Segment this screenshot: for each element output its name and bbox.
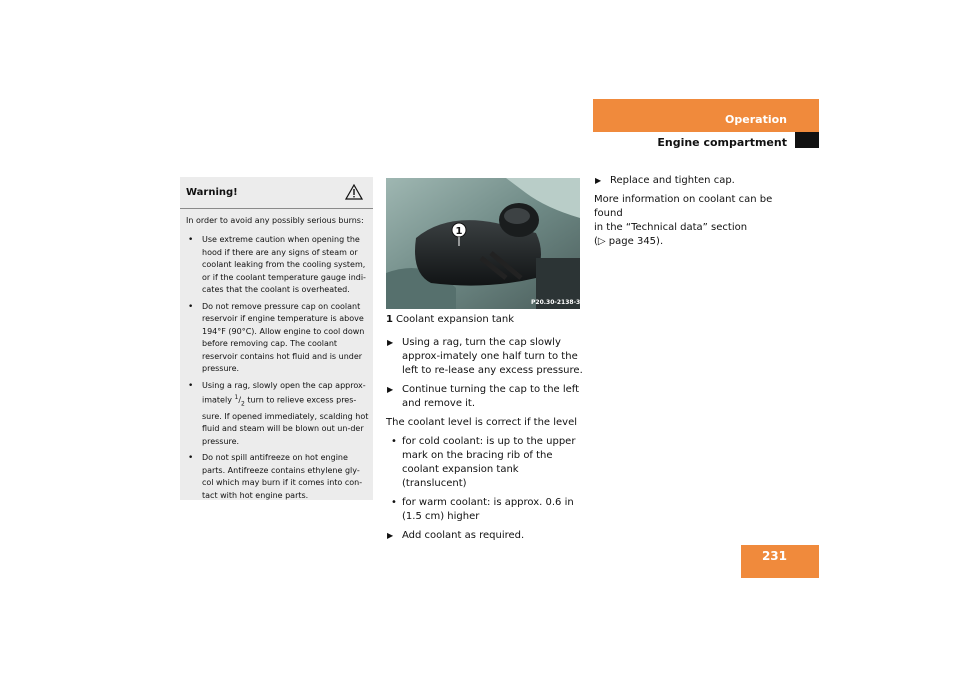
page-reference-icon: ▷	[597, 236, 606, 247]
paragraph-line: More information on coolant can be found	[594, 194, 773, 219]
bullet-item: • for cold coolant: is up to the upper mark on the bracing rib of the coolant expansion tank (translucent)	[386, 435, 586, 491]
warning-title: Warning!	[186, 187, 238, 198]
warning-item	[186, 380, 370, 449]
instruction-step: ▶ Continue turning the cap to the left and remove it.	[386, 383, 586, 411]
page-reference[interactable]: (▷ page 345).	[594, 236, 664, 247]
bullet-item: • for warm coolant: is approx. 0.6 in (1.5 cm) higher	[386, 496, 586, 524]
paragraph-line: in the “Technical data” section	[594, 222, 748, 233]
fraction-denominator: 2	[241, 400, 245, 408]
fraction-numerator: 1	[234, 394, 239, 401]
warning-item: • Do not spill antifreeze on hot engine parts. Antifreeze contains ethylene gly-col which may burn if it comes into con-tact with hot engine parts.	[186, 452, 370, 502]
warning-item: • Do not remove pressure cap on coolant reservoir if engine temperature is above 194°F (90°C). Allow engine to cool down before removing cap. The coolant reservoir contains hot fluid and is under pressure.	[186, 301, 370, 376]
header-marker	[795, 132, 819, 148]
caption-text: Coolant expansion tank	[395, 314, 515, 325]
warning-item-text: Using a rag, slowly open the cap approx-imately	[202, 380, 366, 405]
additional-column	[594, 174, 804, 249]
page-reference-text: page 345).	[608, 236, 664, 247]
warning-intro: In order to avoid any possibly serious burns:	[186, 216, 364, 225]
coolant-tank-photo	[386, 178, 580, 309]
warning-triangle-icon	[345, 184, 363, 200]
warning-divider	[180, 208, 373, 209]
figure-code: P20.30-2138-31	[531, 299, 585, 306]
section-title: Operation	[725, 113, 787, 126]
callout-number: 1	[455, 226, 463, 237]
paragraph: The coolant level is correct if the level	[386, 417, 578, 428]
warning-box	[180, 177, 373, 500]
warning-item: • Use extreme caution when opening the hood if there are any signs of steam or coolant leaking from the cooling system, or if the coolant temperature gauge indi-cates that the coolant is overheated.	[186, 234, 370, 297]
warning-list	[186, 234, 370, 506]
instruction-step: ▶ Using a rag, turn the cap slowly approx-imately one half turn to the left to re-lease any excess pressure.	[386, 336, 586, 378]
subsection-title: Engine compartment	[657, 136, 787, 149]
instructions-column	[386, 313, 586, 548]
fraction-slash: /	[238, 395, 242, 405]
caption-number: 1	[386, 314, 393, 325]
warning-item-text: turn to relieve excess pres-sure. If opened immediately, scalding hot fluid and steam will be blown out un-der pressure.	[202, 395, 369, 446]
figure-caption	[386, 313, 586, 327]
page-number: 231	[761, 549, 787, 563]
instruction-step: ▶ Add coolant as required.	[386, 529, 586, 543]
instruction-step: ▶ Replace and tighten cap.	[594, 174, 804, 188]
